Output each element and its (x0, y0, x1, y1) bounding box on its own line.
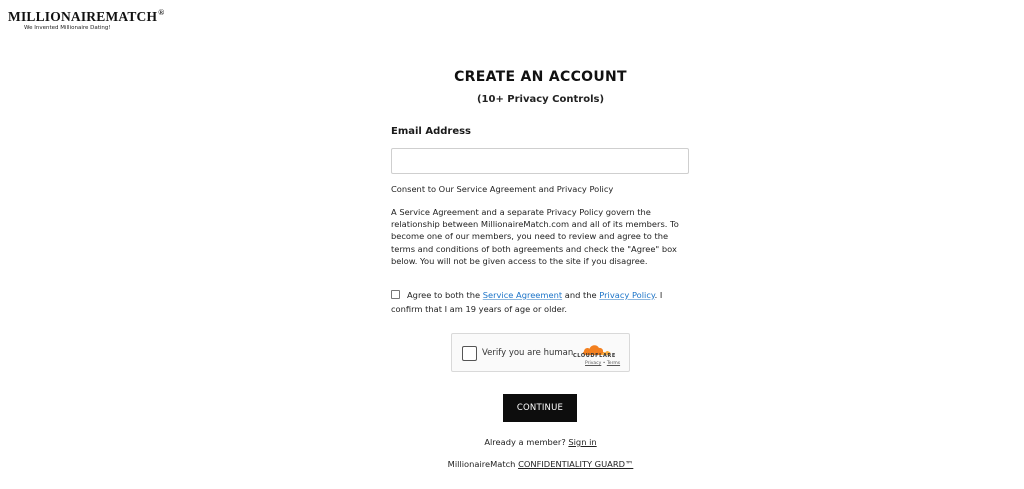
confidentiality-text: MillionaireMatch (447, 459, 519, 469)
logo-wordmark: MILLIONAIREMATCH® (8, 8, 165, 24)
email-field[interactable] (391, 148, 689, 174)
privacy-policy-link[interactable]: Privacy Policy (599, 290, 655, 300)
captcha-checkbox[interactable] (462, 346, 477, 361)
agree-row (391, 288, 691, 316)
captcha-terms-link[interactable]: Terms (606, 361, 621, 366)
page-title: CREATE AN ACCOUNT (454, 69, 627, 85)
consent-body: A Service Agreement and a separate Privacy Policy govern the relationship between MillionaireMatch.com and all of its members. To become one of our members, you need to review and agree to the terms and conditions of both agreements and check the "Agree" box below. You will not be given access to the site if you disagree. (391, 207, 679, 266)
page-subtitle: (10+ Privacy Controls) (476, 94, 605, 105)
agree-middle: and the (562, 290, 600, 300)
signup-form (391, 126, 691, 314)
registered-mark: ® (158, 8, 165, 17)
already-member-line (0, 437, 1024, 447)
email-label: Email Address (391, 126, 472, 137)
captcha-privacy-link[interactable]: Privacy (585, 361, 602, 366)
confidentiality-guard-link[interactable]: CONFIDENTIALITY GUARD™ (518, 459, 634, 469)
service-agreement-link[interactable]: Service Agreement (482, 290, 563, 300)
captcha-widget (451, 333, 630, 372)
agree-checkbox[interactable] (391, 290, 400, 299)
site-logo[interactable] (8, 9, 164, 31)
cloudflare-wordmark: CLOUDFLARE (573, 353, 616, 359)
captcha-label: Verify you are human (482, 348, 574, 358)
continue-button[interactable]: CONTINUE (503, 394, 577, 422)
captcha-links (585, 361, 620, 366)
sign-in-link[interactable]: Sign in (568, 437, 597, 447)
consent-heading: Consent to Our Service Agreement and Privacy Policy (391, 184, 614, 194)
already-member-text: Already a member? (484, 437, 569, 447)
agree-prefix: Agree to both the (407, 290, 483, 300)
captcha-links-separator: • (601, 361, 607, 366)
confidentiality-line (0, 459, 1024, 469)
logo-tagline: We Invented Millionaire Dating! (24, 25, 111, 31)
agree-suffix: . I confirm that I am 19 years of age or older. (391, 290, 663, 314)
